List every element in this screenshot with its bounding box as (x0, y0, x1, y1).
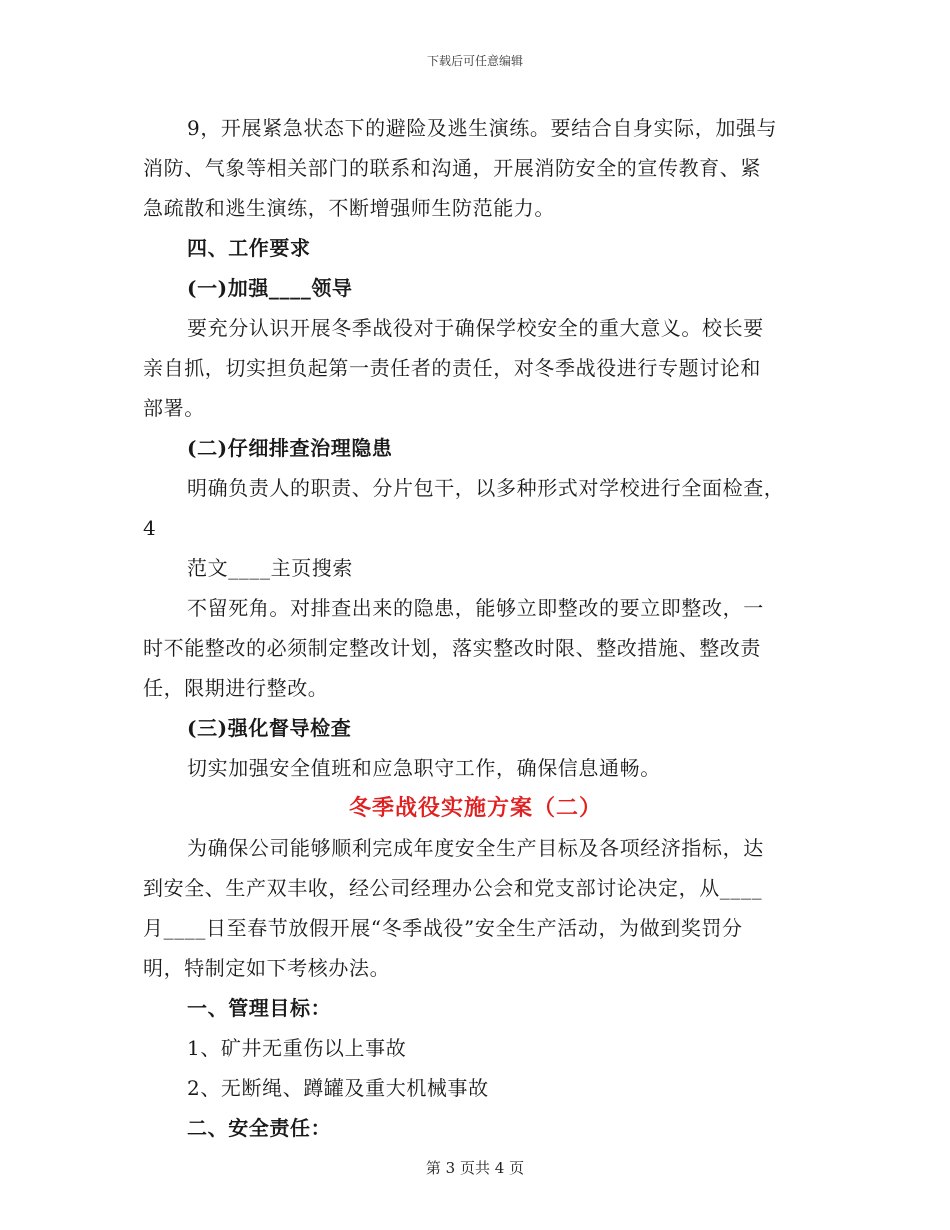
paragraph-line: 9，开展紧急状态下的避险及逃生演练。要结合自身实际，加强与 (187, 116, 778, 140)
page-marker: 4 (143, 516, 157, 540)
paragraph-line: 时不能整改的必须制定整改计划，落实整改时限、整改措施、整改责 (143, 636, 761, 660)
section-heading: 一、管理目标： (187, 996, 332, 1020)
page-header: 下载后可任意编辑 (426, 54, 523, 68)
section-heading: 二、安全责任： (187, 1116, 332, 1140)
subsection-heading: (二)仔细排查治理隐患 (187, 436, 393, 460)
paragraph-line: 部署。 (143, 396, 205, 420)
subsection-heading: (一)加强____领导 (187, 276, 353, 300)
page-footer: 第 3 页共 4 页 (425, 1159, 525, 1177)
subsection-heading: (三)强化督导检查 (187, 716, 352, 740)
paragraph-line: 明，特制定如下考核办法。 (143, 956, 391, 980)
list-item: 2、无断绳、蹲罐及重大机械事故 (187, 1076, 489, 1100)
paragraph-line: 切实加强安全值班和应急职守工作，确保信息通畅。 (187, 756, 661, 780)
paragraph-line: 为确保公司能够顺利完成年度安全生产目标及各项经济指标，达 (187, 836, 764, 860)
document-title: 冬季战役实施方案（二） (348, 795, 602, 821)
paragraph-line: 急疏散和逃生演练，不断增强师生防范能力。 (143, 196, 555, 220)
document-body (143, 108, 808, 1148)
paragraph-line: 亲自抓，切实担负起第一责任者的责任，对冬季战役进行专题讨论和 (143, 356, 761, 380)
paragraph-line: 任，限期进行整改。 (143, 676, 329, 700)
section-heading: 四、工作要求 (187, 236, 311, 260)
paragraph-line: 不留死角。对排查出来的隐患，能够立即整改的要立即整改，一 (187, 596, 764, 620)
list-item: 1、矿井无重伤以上事故 (187, 1036, 407, 1060)
paragraph-line: 明确负责人的职责、分片包干，以多种形式对学校进行全面检查， (187, 476, 785, 500)
paragraph-line: 消防、气象等相关部门的联系和沟通，开展消防安全的宣传教育、紧 (143, 156, 761, 180)
paragraph-line: 到安全、生产双丰收，经公司经理办公会和党支部讨论决定，从____ (143, 876, 763, 900)
watermark-line: 范文____主页搜索 (187, 556, 353, 580)
paragraph-line: 月____日至春节放假开展“冬季战役”安全生产活动，为做到奖罚分 (143, 916, 743, 940)
paragraph-line: 要充分认识开展冬季战役对于确保学校安全的重大意义。校长要 (187, 316, 764, 340)
